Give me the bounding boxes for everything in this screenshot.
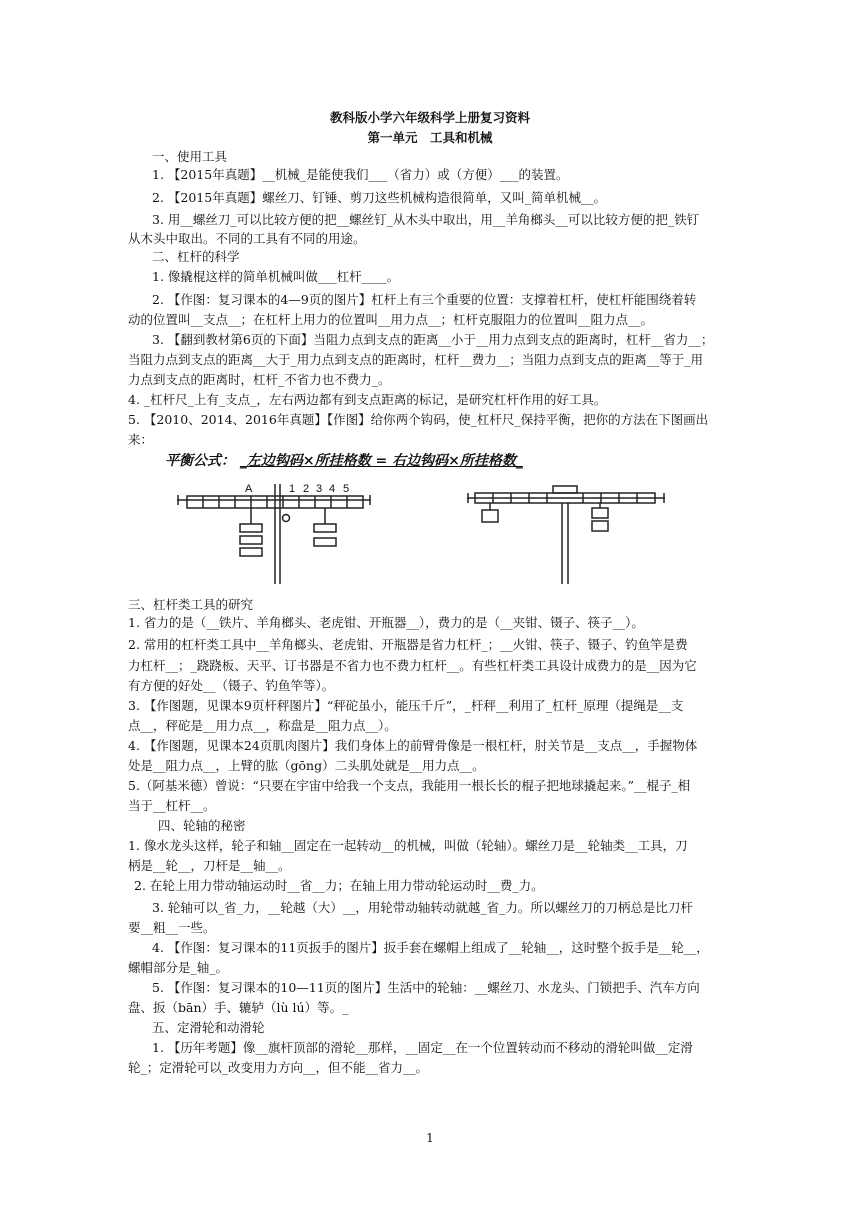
text-line: 要__粗__一些。: [128, 920, 216, 935]
text-line: 3. 用__螺丝刀_可以比较方便的把__螺丝钉_从木头中取出，用__羊角榔头__可以比较方便的把_铁钉: [152, 212, 700, 227]
text-line: 1. 【历年考题】像__旗杆顶部的滑轮__那样，__固定__在一个位置转动而不移动的滑轮叫做__定滑: [152, 1040, 693, 1055]
ruler-label-4: 4: [329, 483, 336, 495]
text-line: 5. 【作图：复习课本的10—11页的图片】生活中的轮轴：__螺丝刀、水龙头、门锁把手、汽车方向: [152, 980, 700, 995]
text-line: 3. 【作图题，见课本9页杆秤图片】“秤砣虽小，能压千斤”，_杆秤__利用了_杠杆_原理（提绳是__支: [128, 698, 684, 713]
text-line: 力点到支点的距离时，杠杆_不省力也不费力_。: [128, 372, 391, 387]
section-heading: 四、轮轴的秘密: [158, 818, 246, 833]
text-line: 2. 常用的杠杆类工具中__羊角榔头、老虎钳、开瓶器是省力杠杆_；__火钳、筷子、镊子、钓鱼竿是费: [128, 637, 688, 652]
text-line: 螺帽部分是_轴_。: [128, 960, 229, 975]
text-line: 轮_；定滑轮可以_改变用力方向__，但不能__省力__。: [128, 1060, 429, 1075]
text-line: 处是__阻力点__，上臂的肱（gōng）二头肌处就是__用力点__。: [128, 758, 485, 773]
text-line: 1. 省力的是（__铁片、羊角榔头、老虎钳、开瓶器__），费力的是（__夹钳、镊子、筷子__）。: [128, 615, 644, 630]
text-line: 柄是__轮__，刀杆是__轴__。: [128, 858, 291, 873]
text-line: 5.（阿基米德）曾说：“只要在宇宙中给我一个支点，我能用一根长长的棍子把地球撬起来。”__棍子_相: [128, 778, 691, 793]
text-line: 4. 【作图：复习课本的11页扳手的图片】扳手套在螺帽上组成了__轮轴__，这时整个扳手是__轮__，: [152, 940, 709, 955]
text-line: 3. 轮轴可以_省_力，__轮越（大）__，用轮带动轴转动就越_省_力。所以螺丝刀的刀柄总是比刀杆: [152, 900, 693, 915]
text-line: 当于__杠杆__。: [128, 798, 216, 813]
unit-title: 第一单元 工具和机械: [367, 130, 493, 145]
text-line: 1. 像水龙头这样，轮子和轴__固定在一起转动__的机械，叫做（轮轴）。螺丝刀是__轮轴类__工具，刀: [128, 838, 688, 853]
text-line: 4. 【作图题，见课本24页肌肉图片】我们身体上的前臂骨像是一根杠杆，肘关节是__支点__，手握物体: [128, 738, 698, 753]
text-line: 2. 【2015年真题】螺丝刀、钉锤、剪刀这些机械构造很简单，又叫_简单机械__。: [152, 190, 606, 205]
text-line: 有方便的好处__（镊子、钓鱼竿等）。: [128, 678, 335, 693]
text-line: 2. 在轮上用力带动轴运动时__省__力；在轴上用力带动轮运动时__费_力。: [134, 878, 544, 893]
formula-body: _左边钩码×所挂格数 = 右边钩码×所挂格数_: [239, 453, 523, 469]
lever-ruler-figure-right: [465, 480, 670, 586]
section-heading: 三、杠杆类工具的研究: [128, 597, 254, 612]
text-line: 5. 【2010、2014、2016年真题】【作图】给你两个钩码，使_杠杆尺_保持平衡，把你的方法在下图画出: [128, 412, 709, 427]
formula-label: 平衡公式：: [165, 453, 235, 469]
ruler-label-2: 2: [303, 483, 310, 495]
section-heading: 二、杠杆的科学: [152, 249, 240, 264]
ruler-label-5: 5: [343, 483, 350, 495]
text-line: 1. 【2015年真题】__机械_是能使我们___（省力）或（方便）___的装置。: [152, 167, 569, 182]
text-line: 动的位置叫__支点__；在杠杆上用力的位置叫__用力点__；杠杆克服阻力的位置叫__阻力点__。: [128, 312, 654, 327]
ruler-label-3: 3: [316, 483, 323, 495]
text-line: 点__，秤砣是__用力点__，称盘是__阻力点__）。: [128, 718, 397, 733]
text-line: 1. 像撬棍这样的简单机械叫做___杠杆____。: [152, 269, 400, 284]
text-line: 来：: [128, 432, 154, 447]
page-number: 1: [426, 1131, 434, 1145]
text-line: 当阻力点到支点的距离__大于_用力点到支点的距离时，杠杆__费力__；当阻力点到支点的距离__等于_用: [128, 352, 704, 367]
lever-ruler-figure-left: [175, 478, 375, 586]
ruler-label-1: 1: [289, 483, 296, 495]
section-heading: 一、使用工具: [152, 149, 228, 164]
balance-formula: [165, 450, 523, 470]
text-line: 3. 【翻到教材第6页的下面】当阻力点到支点的距离__小于__用力点到支点的距离时，杠杆__省力__；: [152, 332, 714, 347]
section-heading: 五、定滑轮和动滑轮: [152, 1020, 265, 1035]
text-line: 盘、扳（bān）手、辘轳（lù lú）等。_: [128, 1000, 349, 1015]
text-line: 力杠杆__；_跷跷板、天平、订书器是不省力也不费力杠杆__。有些杠杆类工具设计成费力的是__因为它: [128, 658, 697, 673]
text-line: 从木头中取出。不同的工具有不同的用途。: [128, 231, 366, 246]
ruler-label-a: A: [245, 483, 253, 495]
text-line: 4. _杠杆尺_上有_支点_，左右两边都有到支点距离的标记，是研究杠杆作用的好工具。: [128, 392, 607, 407]
doc-title: 教科版小学六年级科学上册复习资料: [329, 110, 530, 125]
text-line: 2. 【作图：复习课本的4—9页的图片】杠杆上有三个重要的位置：支撑着杠杆，使杠杆能围绕着转: [152, 292, 697, 307]
